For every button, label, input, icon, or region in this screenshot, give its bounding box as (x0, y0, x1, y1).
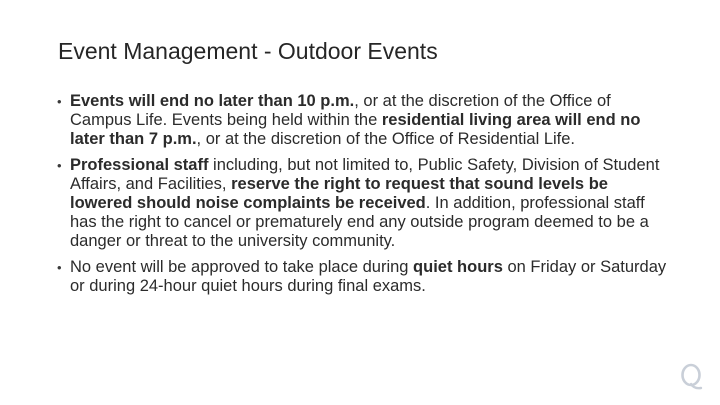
bullet-text-bold: Professional staff (70, 155, 209, 174)
bullet-text: on Friday or Saturday or during 24-hour quiet hours during final exams. (70, 257, 667, 295)
bullet-item-curfew (52, 92, 672, 150)
university-q-logo-icon (678, 363, 704, 391)
bullet-text: . In addition, professional staff has the right to cancel or prematurely end any outside program deemed to be a danger or threat to the university community. (70, 194, 649, 251)
bullet-text: , or at the discretion of the Office of Campus Life. Events being held within the (70, 92, 611, 130)
slide-title: Event Management - Outdoor Events (58, 38, 438, 64)
bullet-text: including, but not limited to, Public Safety, Division of Student Affairs, and Facilities, (70, 155, 660, 193)
bullet-text: , or at the discretion of the Office of Residential Life. (196, 130, 576, 149)
bullet-icon: • (57, 94, 62, 109)
bullet-text-bold: quiet hours (413, 257, 503, 276)
bullet-list (52, 92, 672, 302)
bullet-text-bold: reserve the right to request that sound levels be lowered should noise complaints be received (70, 174, 608, 213)
bullet-text-bold: residential living area will end no later than 7 p.m. (70, 111, 641, 149)
bullet-item-professional-staff (52, 156, 672, 252)
bullet-icon: • (57, 259, 62, 275)
bullet-item-quiet-hours (52, 258, 672, 296)
bullet-text: No event will be approved to take place during (70, 257, 414, 276)
bullet-icon: • (57, 157, 62, 173)
bullet-text-bold: Events will end no later than 10 p.m. (70, 92, 355, 110)
